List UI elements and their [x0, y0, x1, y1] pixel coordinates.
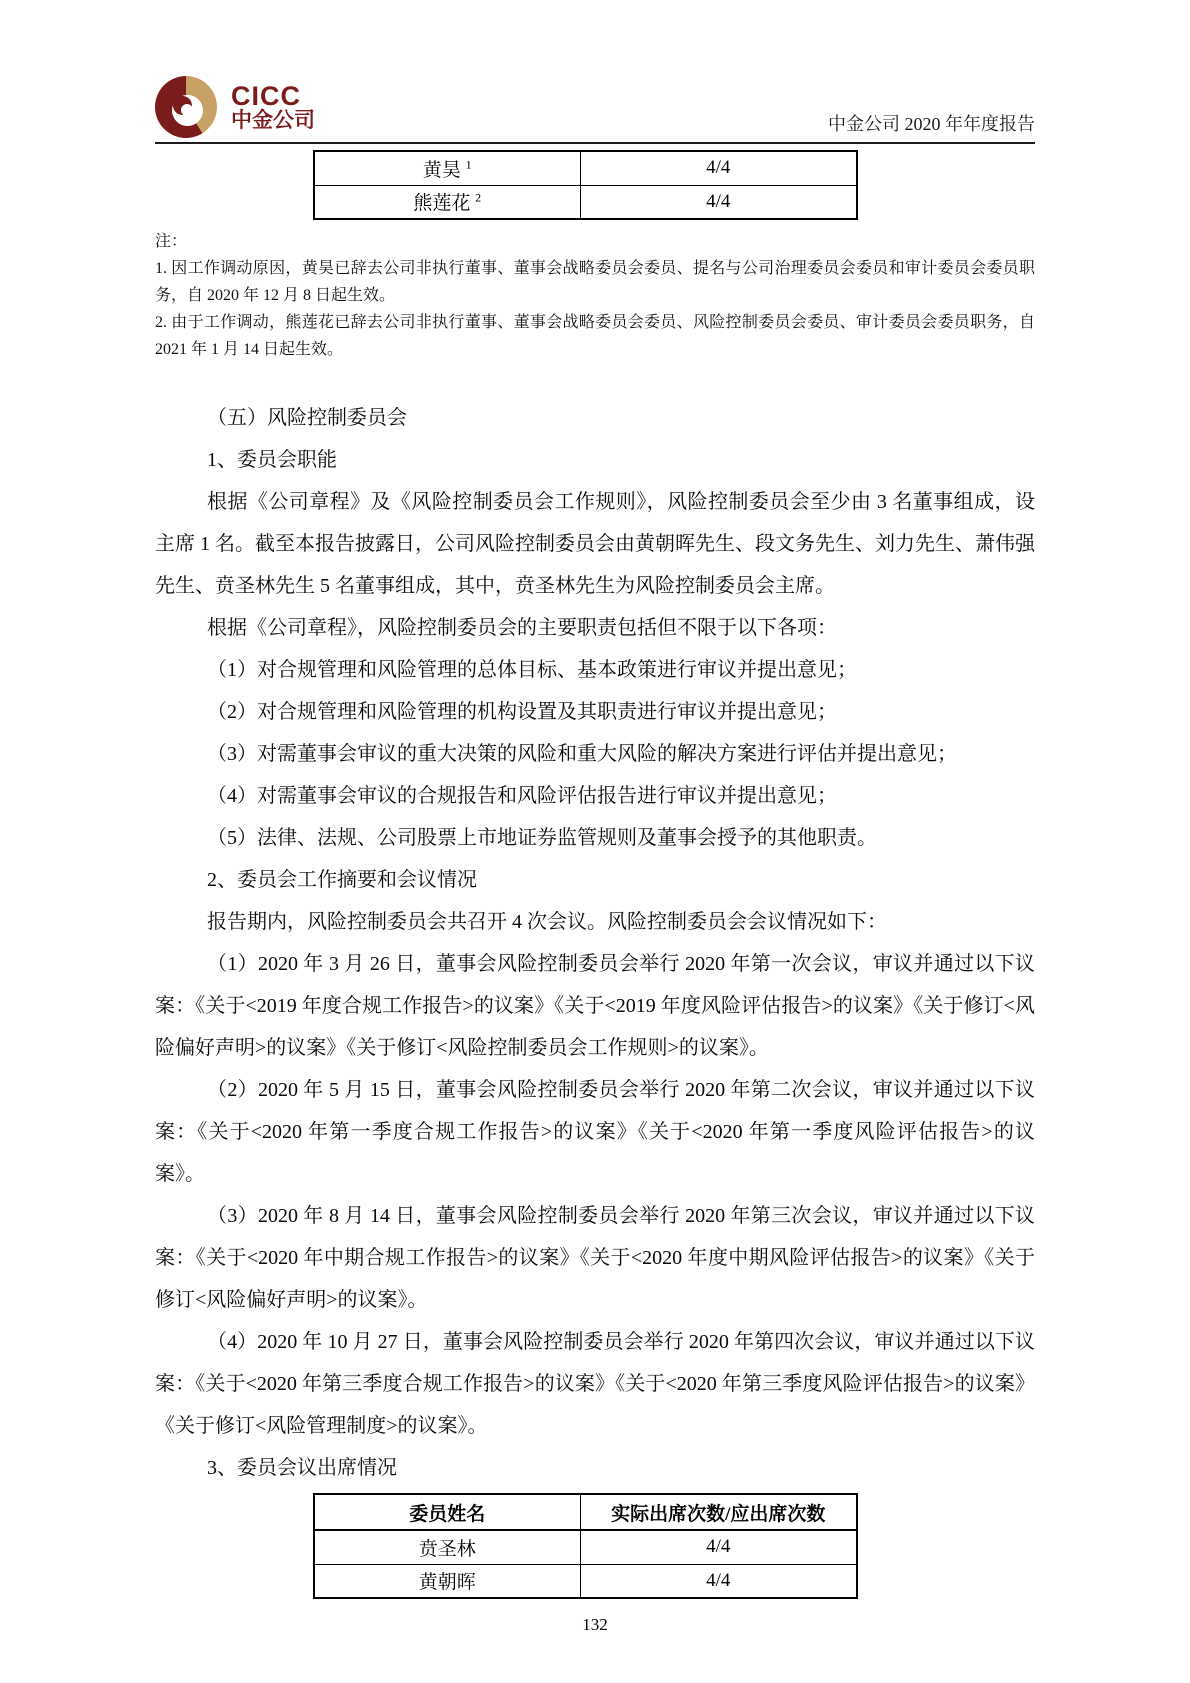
- attendance-value-cell: 4/4: [580, 151, 857, 185]
- notes-label: 注：: [155, 233, 188, 250]
- duty-item-1: （1）对合规管理和风险管理的总体目标、基本政策进行审议并提出意见；: [207, 659, 857, 681]
- duty-item-3: （3）对需董事会审议的重大决策的风险和重大风险的解决方案进行评估并提出意见；: [207, 743, 957, 765]
- subheading-attendance: 3、委员会议出席情况: [207, 1457, 397, 1479]
- report-title: 中金公司 2020 年年度报告: [828, 114, 1035, 134]
- table-row: [314, 185, 857, 219]
- logo-text-en: CICC: [231, 80, 301, 111]
- member-name-cell: [314, 185, 580, 219]
- note-item-1: 1. 因工作调动原因，黄昊已辞去公司非执行董事、董事会战略委员会委员、提名与公司治理委员会委员和审计委员会委员职务，自 2020 年 12 月 8 日起生效。: [155, 260, 1035, 304]
- attendance-table-continued: [313, 150, 858, 220]
- logo-text-cn: 中金公司: [231, 109, 315, 133]
- subheading-work-summary: 2、委员会工作摘要和会议情况: [207, 869, 477, 891]
- column-header-name: 委员姓名: [314, 1494, 580, 1530]
- attendance-table: [313, 1493, 858, 1599]
- table-row: [314, 1564, 857, 1598]
- footnote-marker: 1: [465, 157, 472, 172]
- subheading-functions: 1、委员会职能: [207, 449, 337, 471]
- duty-item-2: （2）对合规管理和风险管理的机构设置及其职责进行审议并提出意见；: [207, 701, 837, 723]
- section-heading: （五）风险控制委员会: [207, 407, 407, 429]
- meeting-item-2: （2）2020 年 5 月 15 日，董事会风险控制委员会举行 2020 年第二次会议，审议并通过以下议案：《关于<2020 年第一季度合规工作报告>的议案》《关于<2020 年第一季度风险评估报告>的议案》。: [155, 1079, 1035, 1185]
- table-row: [314, 151, 857, 185]
- logo-swirl-shape: [172, 95, 203, 126]
- logo-swirl-dot: [173, 96, 192, 115]
- member-name-cell: [314, 151, 580, 185]
- logo-wordmark: [231, 82, 315, 132]
- meeting-item-3: （3）2020 年 8 月 14 日，董事会风险控制委员会举行 2020 年第三次会议，审议并通过以下议案：《关于<2020 年中期合规工作报告>的议案》《关于<2020 年度中期风险评估报告>的议案》《关于修订<风险偏好声明>的议案》。: [155, 1205, 1035, 1311]
- note-item-2: 2. 由于工作调动，熊莲花已辞去公司非执行董事、董事会战略委员会委员、风险控制委员会委员、审计委员会委员职务，自 2021 年 1 月 14 日起生效。: [155, 314, 1035, 358]
- member-name: 黄昊: [422, 159, 461, 181]
- meeting-item-1: （1）2020 年 3 月 26 日，董事会风险控制委员会举行 2020 年第一次会议，审议并通过以下议案：《关于<2019 年度合规工作报告>的议案》《关于<2019 年度风险评估报告>的议案》《关于修订<风险偏好声明>的议案》《关于修订<风险控制委员会工作规则>的议案》。: [155, 953, 1035, 1059]
- page-number: 132: [582, 1615, 608, 1634]
- member-name: 熊莲花: [413, 193, 471, 215]
- duty-item-5: （5）法律、法规、公司股票上市地证券监管规则及董事会授予的其他职责。: [207, 827, 877, 849]
- logo-swirl-core: [181, 104, 193, 116]
- member-name-cell: 黄朝晖: [314, 1564, 580, 1598]
- cicc-brand: [155, 76, 315, 138]
- cicc-logo-icon: [155, 76, 217, 138]
- attendance-value-cell: 4/4: [580, 1564, 857, 1598]
- notes-block: [155, 228, 1035, 363]
- paragraph-composition: 根据《公司章程》及《风险控制委员会工作规则》，风险控制委员会至少由 3 名董事组成，设主席 1 名。截至本报告披露日，公司风险控制委员会由黄朝晖先生、段文务先生、刘力先生、萧伟强先生、贲圣林先生 5 名董事组成，其中，贲圣林先生为风险控制委员会主席。: [155, 491, 1035, 597]
- duty-item-4: （4）对需董事会审议的合规报告和风险评估报告进行审议并提出意见；: [207, 785, 837, 807]
- attendance-value-cell: 4/4: [580, 1530, 857, 1564]
- column-header-attendance: 实际出席次数/应出席次数: [580, 1494, 857, 1530]
- attendance-value-cell: 4/4: [580, 185, 857, 219]
- section-body: [155, 397, 1035, 1489]
- paragraph-duties-intro: 根据《公司章程》，风险控制委员会的主要职责包括但不限于以下各项：: [207, 617, 837, 639]
- member-name-cell: 贲圣林: [314, 1530, 580, 1564]
- meeting-item-4: （4）2020 年 10 月 27 日，董事会风险控制委员会举行 2020 年第四次会议，审议并通过以下议案：《关于<2020 年第三季度合规工作报告>的议案》《关于<2020 年第三季度风险评估报告>的议案》《关于修订<风险管理制度>的议案》。: [155, 1331, 1035, 1437]
- footnote-marker: 2: [475, 190, 482, 205]
- paragraph-meetings-intro: 报告期内，风险控制委员会共召开 4 次会议。风险控制委员会会议情况如下：: [207, 911, 887, 933]
- table-row: [314, 1530, 857, 1564]
- page-header: [155, 0, 1035, 144]
- table-header-row: [314, 1494, 857, 1530]
